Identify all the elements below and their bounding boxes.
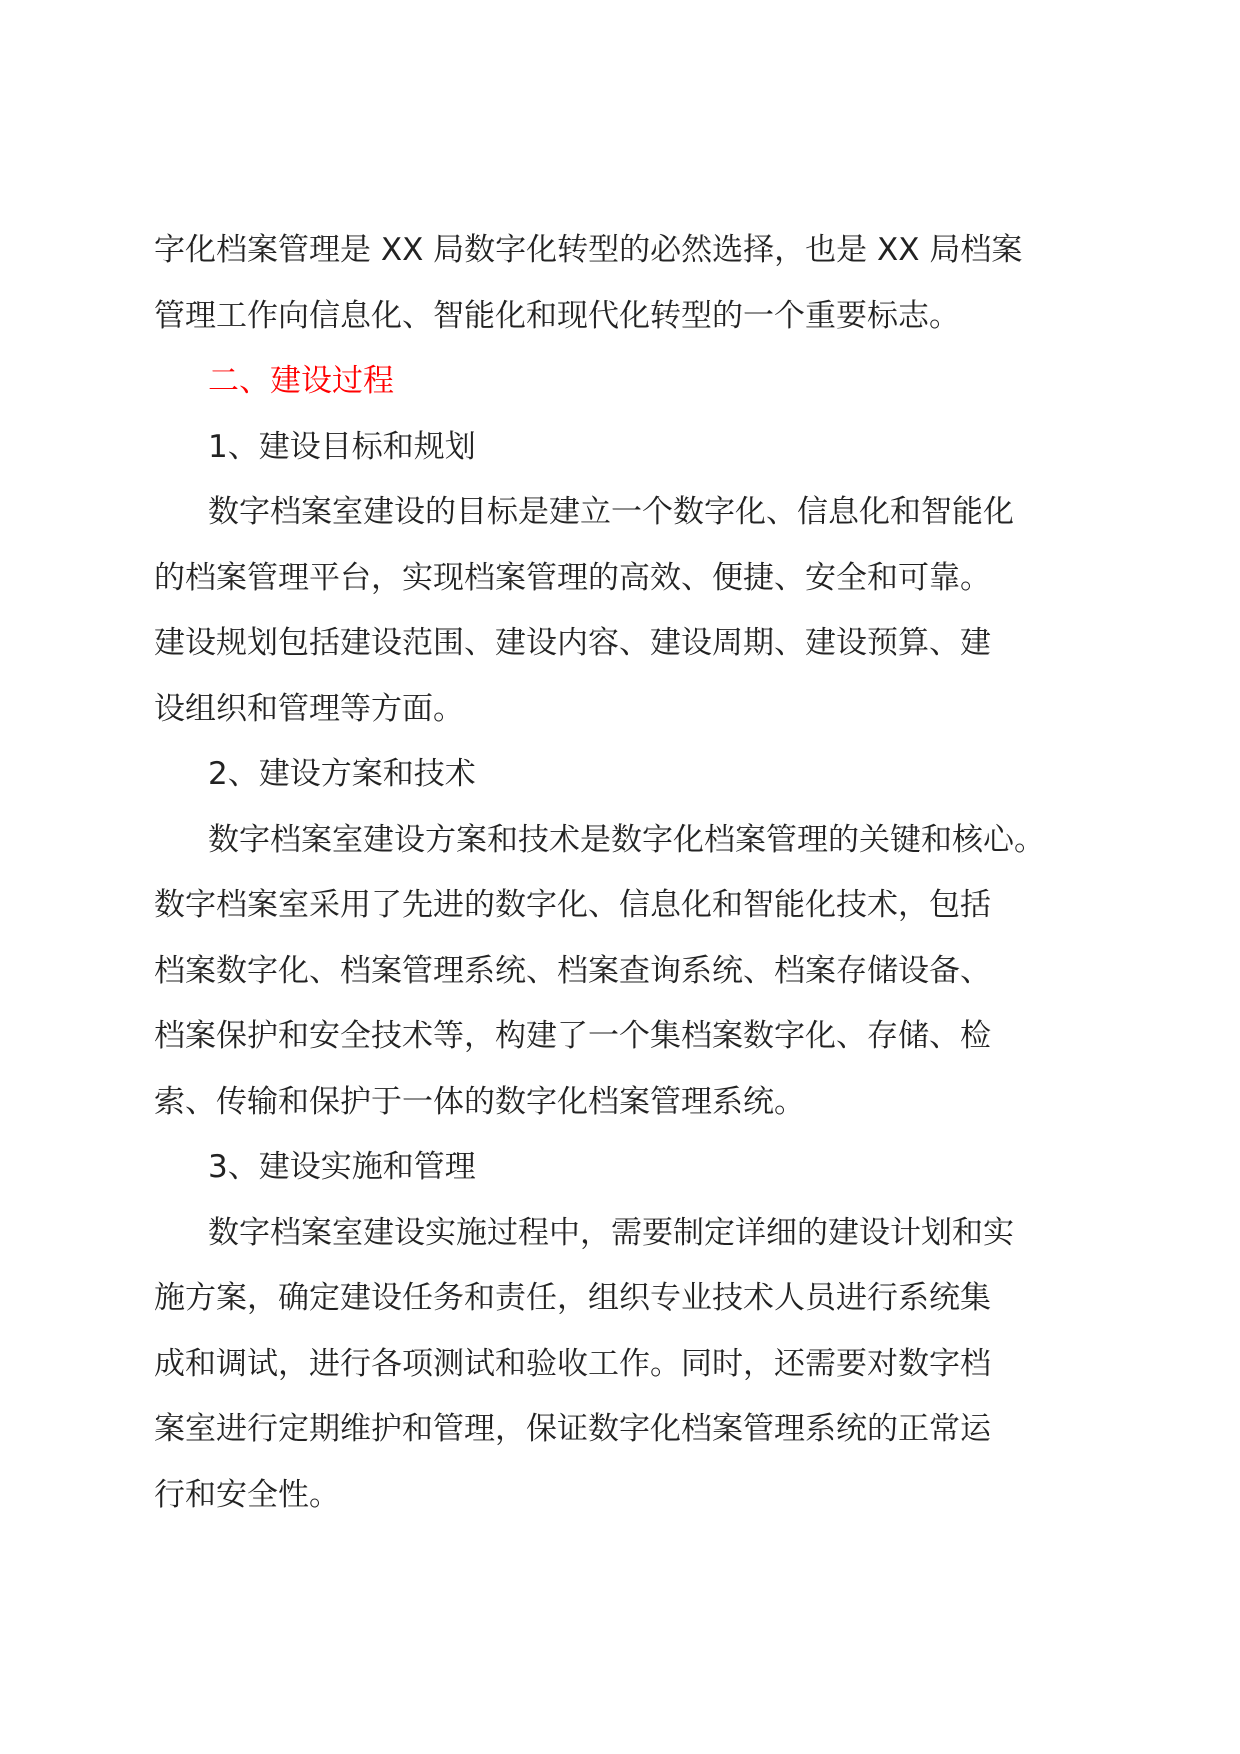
paragraph-line: 行和安全性。 [154, 1476, 340, 1513]
paragraph-goals-planning [154, 480, 1084, 742]
paragraph-line: 的档案管理平台，实现档案管理的高效、便捷、安全和可靠。 [154, 559, 991, 596]
document-body [154, 218, 1084, 1528]
paragraph-line: 数字档案室建设方案和技术是数字化档案管理的关键和核心。 [208, 821, 1045, 858]
paragraph-plan-technology [154, 808, 1084, 1136]
paragraph-line: 档案数字化、档案管理系统、档案查询系统、档案存储设备、 [154, 952, 991, 989]
paragraph-line: 案室进行定期维护和管理，保证数字化档案管理系统的正常运 [154, 1411, 991, 1447]
paragraph-line: 数字档案室采用了先进的数字化、信息化和智能化技术，包括 [154, 887, 991, 923]
subheading-implementation-management: 3、建设实施和管理 [208, 1149, 476, 1185]
paragraph-line: 施方案，确定建设任务和责任，组织专业技术人员进行系统集 [154, 1280, 991, 1316]
paragraph-line: 索、传输和保护于一体的数字化档案管理系统。 [154, 1083, 805, 1120]
intro-line: 字化档案管理是 XX 局数字化转型的必然选择，也是 XX 局档案 [154, 232, 1023, 268]
paragraph-line: 数字档案室建设实施过程中，需要制定详细的建设计划和实 [208, 1214, 1014, 1251]
intro-line: 管理工作向信息化、智能化和现代化转型的一个重要标志。 [154, 297, 960, 334]
subheading-plan-technology: 2、建设方案和技术 [208, 756, 476, 792]
paragraph-line: 档案保护和安全技术等，构建了一个集档案数字化、存储、检 [154, 1018, 991, 1054]
section-heading: 二、建设过程 [208, 363, 394, 399]
paragraph-line: 成和调试，进行各项测试和验收工作。同时，还需要对数字档 [154, 1345, 991, 1382]
paragraph-line: 设组织和管理等方面。 [154, 690, 464, 727]
intro-paragraph [154, 218, 1084, 349]
paragraph-implementation-management [154, 1201, 1084, 1529]
paragraph-line: 建设规划包括建设范围、建设内容、建设周期、建设预算、建 [154, 625, 991, 661]
paragraph-line: 数字档案室建设的目标是建立一个数字化、信息化和智能化 [208, 494, 1014, 530]
subheading-goals-planning: 1、建设目标和规划 [208, 428, 476, 465]
